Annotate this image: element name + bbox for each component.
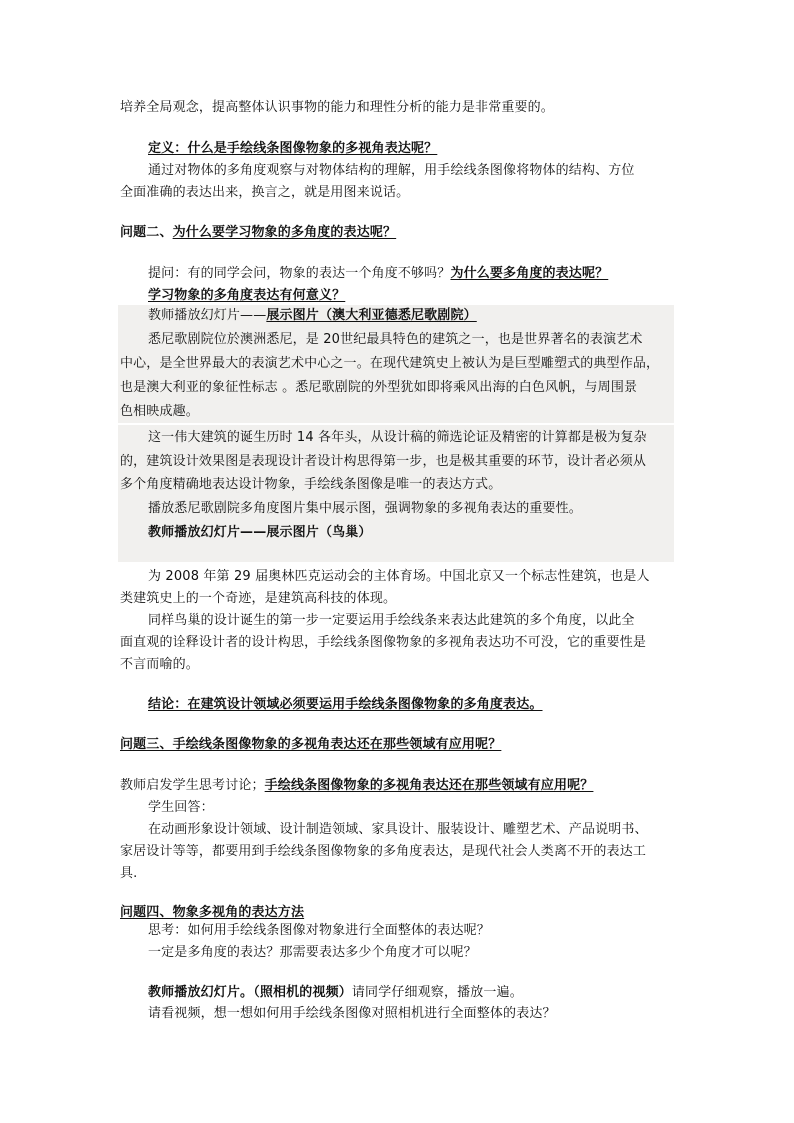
q4-think-line: 思考：如何用手绘线条图像对物象进行全面整体的表达呢？ [148,923,490,938]
q2-heading-label: 问题二、 [120,225,173,240]
birdsnest-para-line: 面直观的诠释设计者的设计构思，手绘线条图像物象的多视角表达功不可没，它的重要性是 [120,635,647,650]
q3-answer-line: 家居设计等等，都要用到手绘线条图像物象的多角度表达，是现代社会人类离不开的表达工 [120,844,647,859]
q2-heading-question: 为什么要学习物象的多角度的表达呢？ [172,225,397,240]
q3-prompt-text: 教师启发学生思考讨论； [120,778,265,793]
design-para-line: 多个角度精确地表达设计物象，手绘线条图像是唯一的表达方式。 [120,477,502,492]
slide3-text: 请同学仔细观察，播放一遍。 [351,985,523,1000]
q3-prompt-question: 手绘线条图像物象的多视角表达还在那些领域有应用呢？ [264,778,594,793]
q3-prompt-line [120,775,593,797]
q3-answer-label: 学生回答： [148,800,214,815]
definition-heading: 定义：什么是手绘线条图像物象的多视角表达呢？ [148,141,438,156]
birdsnest-para-line: 不言而喻的。 [120,657,199,672]
slide3-title: 教师播放幻灯片。（照相机的视频） [148,985,352,1000]
q2-ask-line [148,263,608,285]
q2-heading [120,222,396,244]
q3-answer-line: 具. [120,866,138,881]
definition-text-line: 全面准确的表达出来，换言之，就是用图来说话。 [120,185,410,200]
slide2-line: 教师播放幻灯片——展示图片（鸟巢） [148,525,372,540]
birdsnest-para-line: 为 2008 年第 29 届奥林匹克运动会的主体育场。中国北京又一个标志性建筑，也是人 [148,569,650,584]
watch-video-line: 请看视频，想一想如何用手绘线条图像对照相机进行全面整体的表达？ [148,1006,556,1021]
definition-text-line: 通过对物体的多角度观察与对物体结构的理解，用手绘线条图像将物体的结构、方位 [148,163,635,178]
slide1-line [148,305,477,327]
q3-answer-line: 在动画形象设计领域、设计制造领域、家具设计、服装设计、雕塑艺术、产品说明书、 [148,822,648,837]
intro-line: 培养全局观念，提高整体认识事物的能力和理性分析的能力是非常重要的。 [120,100,554,115]
q2-ask-emphasis: 为什么要多角度的表达呢？ [450,266,609,281]
sydney-para-line: 中心，是全世界最大的表演艺术中心之一。在现代建筑史上被认为是巨型雕塑式的典型作品， [120,356,660,371]
design-para-line: 的，建筑设计效果图是表现设计者设计构思得第一步，也是极其重要的环节，设计者必须从 [120,454,647,469]
slide1-title: 展示图片（澳大利亚德悉尼歌剧院） [266,308,477,323]
q2-ask-line-2: 学习物象的多角度表达有何意义？ [148,288,346,303]
slide1-text: 教师播放幻灯片—— [148,308,267,323]
q2-ask-text: 提问：有的同学会问，物象的表达一个角度不够吗？ [148,266,451,281]
birdsnest-para-line: 同样鸟巢的设计诞生的第一步一定要运用手绘线条来表达此建筑的多个角度，以此全 [148,613,635,628]
q4-heading: 问题四、物象多视角的表达方法 [120,905,305,920]
conclusion: 结论：在建筑设计领域必须要运用手绘线条图像物象的多角度表达。 [148,697,543,712]
q4-think-line: 一定是多角度的表达？那需要表达多少个角度才可以呢？ [148,945,477,960]
design-para-line: 这一伟大建筑的诞生历时 14 各年头，从设计稿的筛选论证及精密的计算都是极为复杂 [148,430,647,445]
sydney-para-line: 悉尼歌剧院位於澳洲悉尼，是 20世纪最具特色的建筑之一，也是世界著名的表演艺术 [148,332,643,347]
birdsnest-para-line: 类建筑史上的一个奇迹，是建筑高科技的体现。 [120,591,397,606]
slide3-line [148,982,523,1004]
sydney-para-line: 色相映成趣。 [120,404,199,419]
sydney-para-line: 也是澳大利亚的象征性标志 。悉尼歌剧院的外型犹如即将乘风出海的白色风帆，与周围景 [120,380,638,395]
playback-line: 播放悉尼歌剧院多角度图片集中展示图，强调物象的多视角表达的重要性。 [148,501,582,516]
q3-heading: 问题三、手绘线条图像物象的多视角表达还在那些领域有应用呢？ [120,737,502,752]
